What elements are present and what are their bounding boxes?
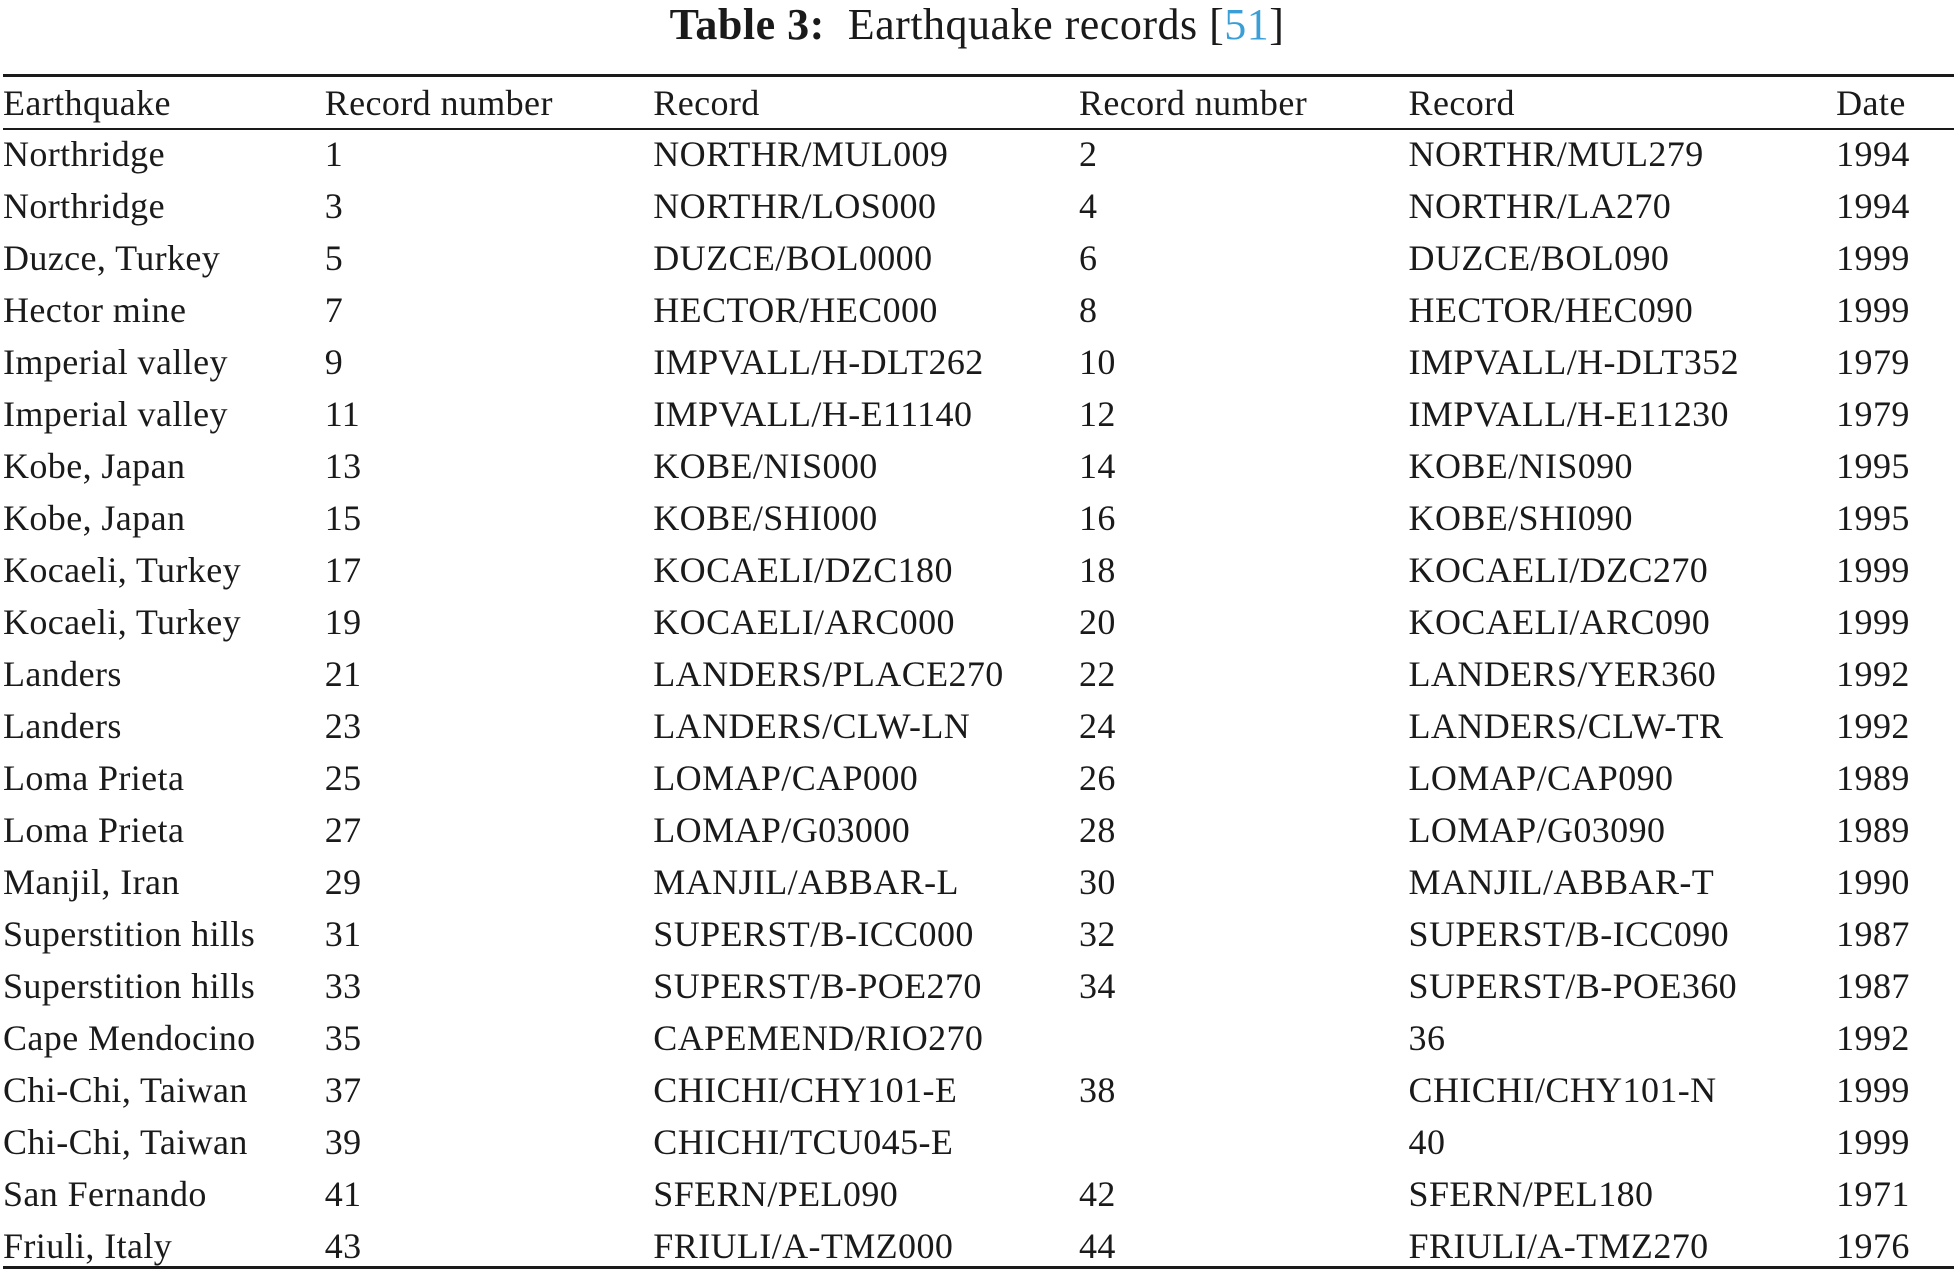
cell-record-2: MANJIL/ABBAR-T [1408, 862, 1715, 902]
cell-record-number-1: 33 [324, 966, 362, 1006]
cell-record-2: NORTHR/MUL279 [1408, 134, 1704, 174]
table-row [3, 1220, 1954, 1272]
cell-record-2: SUPERST/B-POE360 [1408, 966, 1738, 1006]
cell-record-2: 36 [1408, 1018, 1446, 1058]
table-row [3, 440, 1954, 492]
cell-record-1: IMPVALL/H-DLT262 [653, 342, 984, 382]
top-rule [3, 74, 1954, 77]
cell-record-number-1: 23 [324, 706, 362, 746]
cell-record-2: IMPVALL/H-DLT352 [1408, 342, 1739, 382]
cell-record-1: LOMAP/G03000 [653, 810, 911, 850]
table-row [3, 544, 1954, 596]
cell-earthquake: Chi-Chi, Taiwan [3, 1122, 248, 1162]
cell-earthquake: Landers [3, 654, 122, 694]
cell-earthquake: Friuli, Italy [3, 1226, 173, 1266]
cell-record-2: 40 [1408, 1122, 1446, 1162]
cell-date: 1999 [1836, 1122, 1910, 1162]
cell-record-number-1: 25 [324, 758, 362, 798]
cell-record-1: NORTHR/LOS000 [653, 186, 937, 226]
cell-earthquake: Hector mine [3, 290, 187, 330]
cell-record-number-1: 29 [324, 862, 362, 902]
cell-earthquake: Superstition hills [3, 966, 256, 1006]
cell-record-2: KOBE/SHI090 [1408, 498, 1633, 538]
cell-record-2: CHICHI/CHY101-N [1408, 1070, 1717, 1110]
table-row [3, 1064, 1954, 1116]
cell-record-2: IMPVALL/H-E11230 [1408, 394, 1729, 434]
cell-record-number-2: 22 [1078, 654, 1116, 694]
header-date: Date [1836, 83, 1906, 123]
cell-record-1: KOCAELI/DZC180 [653, 550, 953, 590]
cell-record-number-1: 3 [324, 186, 344, 226]
cell-record-2: DUZCE/BOL090 [1408, 238, 1670, 278]
cell-earthquake: Landers [3, 706, 122, 746]
cell-date: 1999 [1836, 1070, 1910, 1110]
cell-record-number-2: 16 [1078, 498, 1116, 538]
cell-date: 1976 [1836, 1226, 1910, 1266]
cell-record-number-2: 42 [1078, 1174, 1116, 1214]
table-row [3, 1012, 1954, 1064]
table-row [3, 128, 1954, 180]
cell-record-2: LANDERS/CLW-TR [1408, 706, 1724, 746]
cell-earthquake: Duzce, Turkey [3, 238, 221, 278]
cell-record-2: SUPERST/B-ICC090 [1408, 914, 1730, 954]
cell-record-number-2: 6 [1078, 238, 1098, 278]
cell-record-number-2: 24 [1078, 706, 1116, 746]
table-title [836, 0, 1284, 49]
cell-record-1: FRIULI/A-TMZ000 [653, 1226, 954, 1266]
cell-record-1: IMPVALL/H-E11140 [653, 394, 973, 434]
cell-record-number-1: 9 [324, 342, 344, 382]
table-label: Table 3: [669, 0, 825, 49]
table-row [3, 596, 1954, 648]
cell-record-number-1: 41 [324, 1174, 362, 1214]
cell-record-2: KOCAELI/DZC270 [1408, 550, 1709, 590]
table-header [3, 78, 1954, 128]
cell-record-number-1: 7 [324, 290, 344, 330]
cell-record-1: SUPERST/B-POE270 [653, 966, 982, 1006]
cell-record-number-2: 26 [1078, 758, 1116, 798]
table-row [3, 648, 1954, 700]
cell-date: 1989 [1836, 758, 1910, 798]
cell-record-2: LANDERS/YER360 [1408, 654, 1717, 694]
cell-record-1: CAPEMEND/RIO270 [653, 1018, 984, 1058]
cell-record-number-2: 28 [1078, 810, 1116, 850]
cell-record-number-1: 11 [324, 394, 361, 434]
cell-record-number-2: 14 [1078, 446, 1116, 486]
table-row [3, 180, 1954, 232]
cell-record-1: LOMAP/CAP000 [653, 758, 919, 798]
table-caption [0, 0, 1954, 50]
cell-earthquake: Imperial valley [3, 394, 228, 434]
cell-earthquake: Northridge [3, 134, 165, 174]
cell-record-2: LOMAP/G03090 [1408, 810, 1666, 850]
cell-date: 1995 [1836, 446, 1910, 486]
cell-date: 1979 [1836, 394, 1910, 434]
table-row [3, 284, 1954, 336]
cell-record-number-1: 15 [324, 498, 362, 538]
cell-date: 1987 [1836, 966, 1910, 1006]
cell-record-1: SUPERST/B-ICC000 [653, 914, 974, 954]
cell-record-number-2: 32 [1078, 914, 1116, 954]
cell-record-number-2: 2 [1078, 134, 1098, 174]
cell-date: 1999 [1836, 550, 1910, 590]
cell-date: 1999 [1836, 290, 1910, 330]
table-row [3, 232, 1954, 284]
cell-record-number-1: 39 [324, 1122, 362, 1162]
header-record-number-1: Record number [324, 83, 553, 123]
cell-date: 1999 [1836, 602, 1910, 642]
cell-record-number-1: 35 [324, 1018, 362, 1058]
cell-record-number-2: 4 [1078, 186, 1098, 226]
table-row [3, 1116, 1954, 1168]
table-row [3, 336, 1954, 388]
cell-record-number-2 [1079, 1012, 1409, 1064]
cell-record-1: CHICHI/CHY101-E [653, 1070, 958, 1110]
cell-record-number-1: 37 [324, 1070, 362, 1110]
cell-earthquake: Loma Prieta [3, 758, 185, 798]
cell-date: 1992 [1836, 706, 1910, 746]
header-record-2: Record [1408, 83, 1515, 123]
cell-record-number-2: 34 [1078, 966, 1116, 1006]
table-row [3, 856, 1954, 908]
cell-date: 1990 [1836, 862, 1910, 902]
header-record-1: Record [653, 83, 760, 123]
cell-record-1: KOBE/NIS000 [653, 446, 878, 486]
cell-record-number-1: 5 [324, 238, 344, 278]
cell-record-1: KOBE/SHI000 [653, 498, 878, 538]
cell-record-number-2: 44 [1078, 1226, 1116, 1266]
cell-earthquake: Cape Mendocino [3, 1018, 256, 1058]
cell-record-2: KOCAELI/ARC090 [1408, 602, 1711, 642]
cell-record-1: DUZCE/BOL0000 [653, 238, 933, 278]
cell-earthquake: Northridge [3, 186, 165, 226]
cell-record-1: LANDERS/CLW-LN [653, 706, 971, 746]
cell-record-number-2: 12 [1078, 394, 1116, 434]
table-title-close: ] [1269, 0, 1285, 49]
cell-date: 1989 [1836, 810, 1910, 850]
cell-record-number-1: 31 [324, 914, 362, 954]
cell-record-number-1: 27 [324, 810, 362, 850]
header-earthquake: Earthquake [3, 83, 171, 123]
cell-date: 1999 [1836, 238, 1910, 278]
cell-record-number-1: 1 [324, 134, 344, 174]
table-row [3, 908, 1954, 960]
cell-earthquake: Kocaeli, Turkey [3, 602, 241, 642]
cell-date: 1994 [1836, 186, 1910, 226]
cell-earthquake: Kobe, Japan [3, 446, 186, 486]
cell-record-1: MANJIL/ABBAR-L [653, 862, 959, 902]
table-row [3, 752, 1954, 804]
table-body [3, 128, 1954, 1272]
header-record-number-2: Record number [1078, 83, 1308, 123]
cell-record-number-2 [1079, 1116, 1409, 1168]
cell-record-2: KOBE/NIS090 [1408, 446, 1633, 486]
cell-record-2: FRIULI/A-TMZ270 [1408, 1226, 1709, 1266]
cell-date: 1987 [1836, 914, 1910, 954]
cell-earthquake: Manjil, Iran [3, 862, 180, 902]
earthquake-records-table [3, 78, 1954, 1272]
table-row [3, 700, 1954, 752]
cell-record-1: HECTOR/HEC000 [653, 290, 938, 330]
cell-record-number-1: 43 [324, 1226, 362, 1266]
cell-earthquake: Loma Prieta [3, 810, 185, 850]
cell-date: 1971 [1836, 1174, 1910, 1214]
cell-earthquake: Chi-Chi, Taiwan [3, 1070, 248, 1110]
cell-record-1: KOCAELI/ARC000 [653, 602, 955, 642]
cell-record-number-2: 8 [1078, 290, 1098, 330]
cell-record-number-1: 21 [324, 654, 362, 694]
citation-link[interactable]: 51 [1224, 0, 1270, 49]
cell-earthquake: Superstition hills [3, 914, 256, 954]
cell-record-1: LANDERS/PLACE270 [653, 654, 1004, 694]
table-title-text: Earthquake records [ [847, 0, 1225, 49]
cell-record-number-1: 17 [324, 550, 362, 590]
table-row [3, 1168, 1954, 1220]
cell-record-number-2: 38 [1078, 1070, 1116, 1110]
cell-record-2: LOMAP/CAP090 [1408, 758, 1674, 798]
cell-record-2: HECTOR/HEC090 [1408, 290, 1694, 330]
cell-record-number-2: 10 [1078, 342, 1116, 382]
cell-record-number-2: 30 [1078, 862, 1116, 902]
cell-earthquake: Kobe, Japan [3, 498, 186, 538]
cell-record-2: NORTHR/LA270 [1408, 186, 1672, 226]
cell-record-number-1: 19 [324, 602, 362, 642]
cell-date: 1992 [1836, 1018, 1910, 1058]
table-row [3, 804, 1954, 856]
table-row [3, 492, 1954, 544]
table-row [3, 960, 1954, 1012]
cell-date: 1992 [1836, 654, 1910, 694]
cell-date: 1979 [1836, 342, 1910, 382]
cell-record-2: SFERN/PEL180 [1408, 1174, 1654, 1214]
cell-record-number-1: 13 [324, 446, 362, 486]
cell-record-1: NORTHR/MUL009 [653, 134, 949, 174]
cell-earthquake: San Fernando [3, 1174, 207, 1214]
cell-date: 1994 [1836, 134, 1910, 174]
cell-record-number-2: 18 [1078, 550, 1116, 590]
cell-date: 1995 [1836, 498, 1910, 538]
cell-earthquake: Imperial valley [3, 342, 228, 382]
cell-record-1: CHICHI/TCU045-E [653, 1122, 954, 1162]
header-row [3, 78, 1954, 128]
cell-record-number-2: 20 [1078, 602, 1116, 642]
cell-earthquake: Kocaeli, Turkey [3, 550, 241, 590]
table-row [3, 388, 1954, 440]
cell-record-1: SFERN/PEL090 [653, 1174, 899, 1214]
